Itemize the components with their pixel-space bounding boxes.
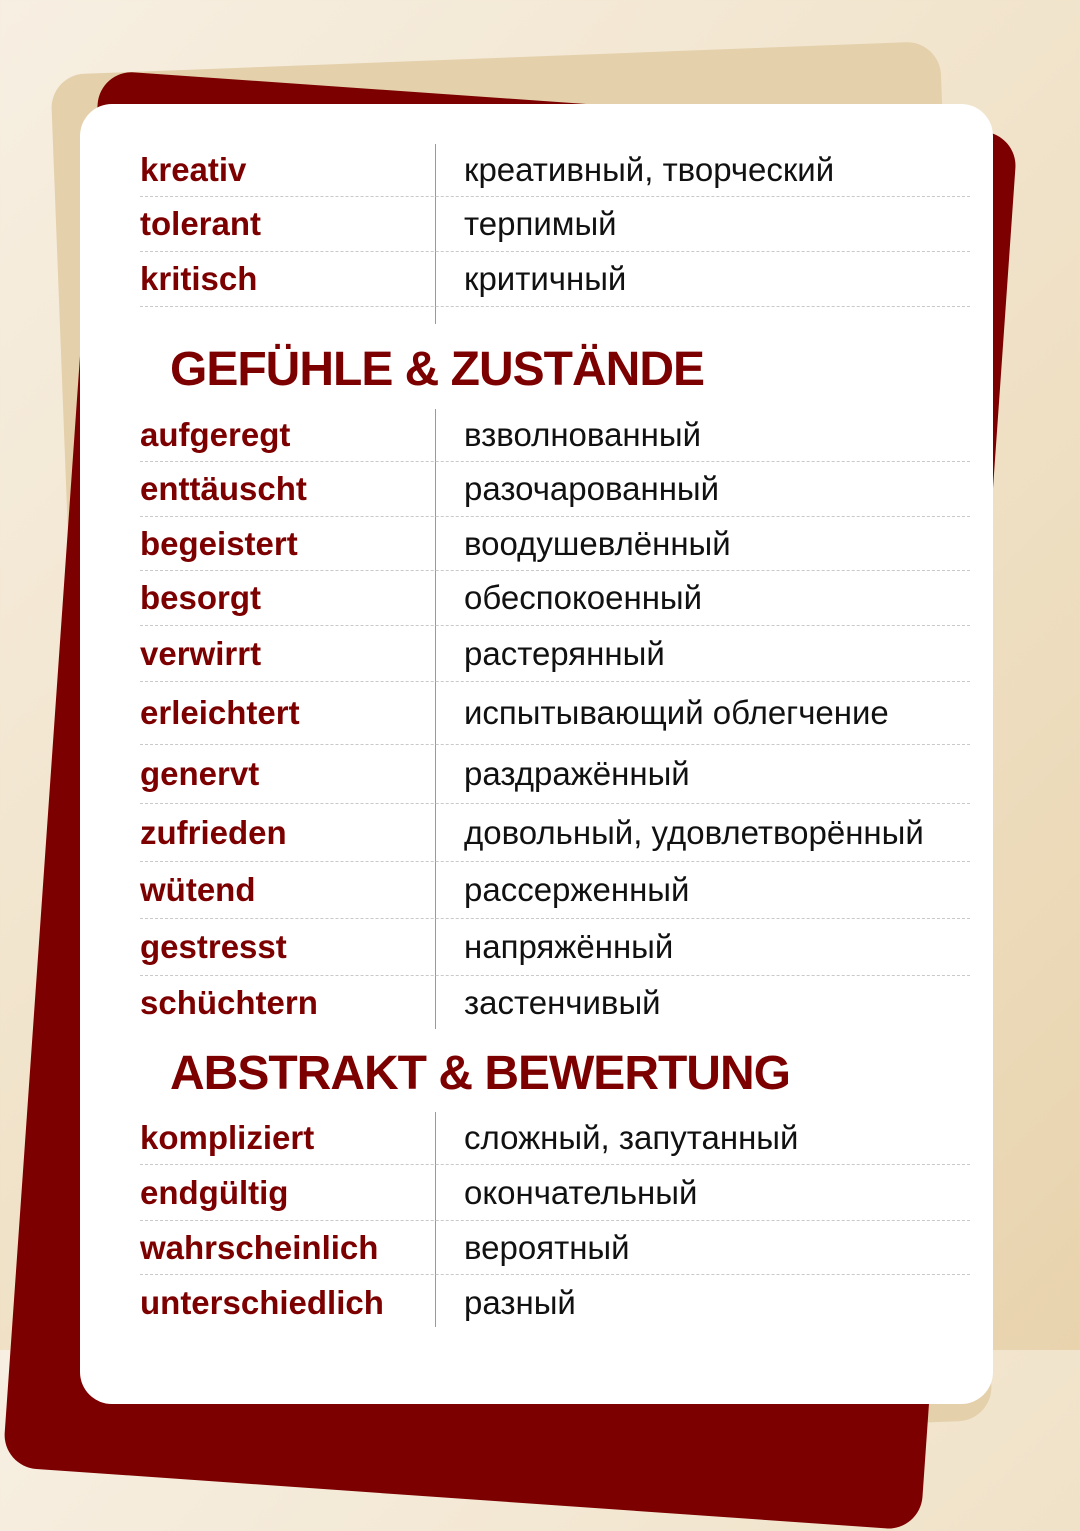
vocab-row: [140, 1112, 970, 1165]
vocab-row: [140, 144, 970, 197]
vocab-row: [140, 919, 970, 976]
vocabulary-card: [80, 104, 993, 1404]
russian-translation: довольный, удовлетворённый: [464, 813, 924, 851]
vocab-row: [140, 804, 970, 862]
german-word: genervt: [140, 755, 260, 792]
vocab-row: [140, 862, 970, 919]
russian-translation: застенчивый: [464, 984, 661, 1021]
german-word: kritisch: [140, 260, 258, 297]
vocab-row: [140, 409, 970, 462]
vocab-row: [140, 745, 970, 804]
russian-translation: разный: [464, 1284, 576, 1321]
german-word: tolerant: [140, 205, 262, 242]
russian-translation: креативный, творческий: [464, 151, 835, 188]
german-word: aufgeregt: [140, 416, 291, 453]
russian-translation: напряжённый: [464, 928, 674, 965]
russian-translation: обеспокоенный: [464, 579, 703, 616]
german-word: unterschiedlich: [140, 1284, 384, 1321]
german-word: gestresst: [140, 928, 287, 965]
russian-translation: взволнованный: [464, 416, 702, 453]
german-word: kreativ: [140, 151, 247, 188]
german-word: zufrieden: [140, 813, 287, 851]
german-word: verwirrt: [140, 634, 262, 672]
german-word: wahrscheinlich: [140, 1228, 379, 1266]
vocab-row: [140, 571, 970, 626]
russian-translation: критичный: [464, 260, 627, 297]
german-word: erleichtert: [140, 694, 300, 731]
russian-translation: испытывающий облегчение: [464, 694, 889, 731]
german-word: schüchtern: [140, 984, 318, 1021]
vocab-row: [140, 682, 970, 745]
russian-translation: окончательный: [464, 1173, 698, 1211]
german-word: kompliziert: [140, 1119, 315, 1156]
russian-translation: рассерженный: [464, 871, 690, 908]
vocab-row: [140, 462, 970, 517]
section-heading-abstract: ABSTRAKT & BEWERTUNG: [170, 1047, 790, 1100]
russian-translation: сложный, запутанный: [464, 1119, 799, 1156]
vocab-section-personality: [140, 144, 970, 307]
vocab-row: [140, 1275, 970, 1331]
russian-translation: вероятный: [464, 1228, 630, 1266]
vocab-row: [140, 252, 970, 307]
vocab-row: [140, 1221, 970, 1275]
russian-translation: разочарованный: [464, 470, 720, 507]
vocab-row: [140, 197, 970, 252]
vocab-row: [140, 1165, 970, 1221]
german-word: wütend: [140, 871, 256, 908]
vocab-section-feelings: [140, 409, 970, 1030]
vocab-row: [140, 626, 970, 682]
russian-translation: терпимый: [464, 205, 617, 242]
german-word: begeistert: [140, 524, 298, 562]
russian-translation: раздражённый: [464, 755, 690, 792]
german-word: enttäuscht: [140, 470, 307, 507]
german-word: besorgt: [140, 579, 262, 616]
vocab-section-abstract: [140, 1112, 970, 1331]
german-word: endgültig: [140, 1173, 289, 1211]
russian-translation: воодушевлённый: [464, 524, 731, 562]
russian-translation: растерянный: [464, 634, 665, 672]
vocab-row: [140, 517, 970, 571]
section-heading-feelings: GEFÜHLE & ZUSTÄNDE: [170, 343, 704, 396]
vocab-row: [140, 976, 970, 1030]
